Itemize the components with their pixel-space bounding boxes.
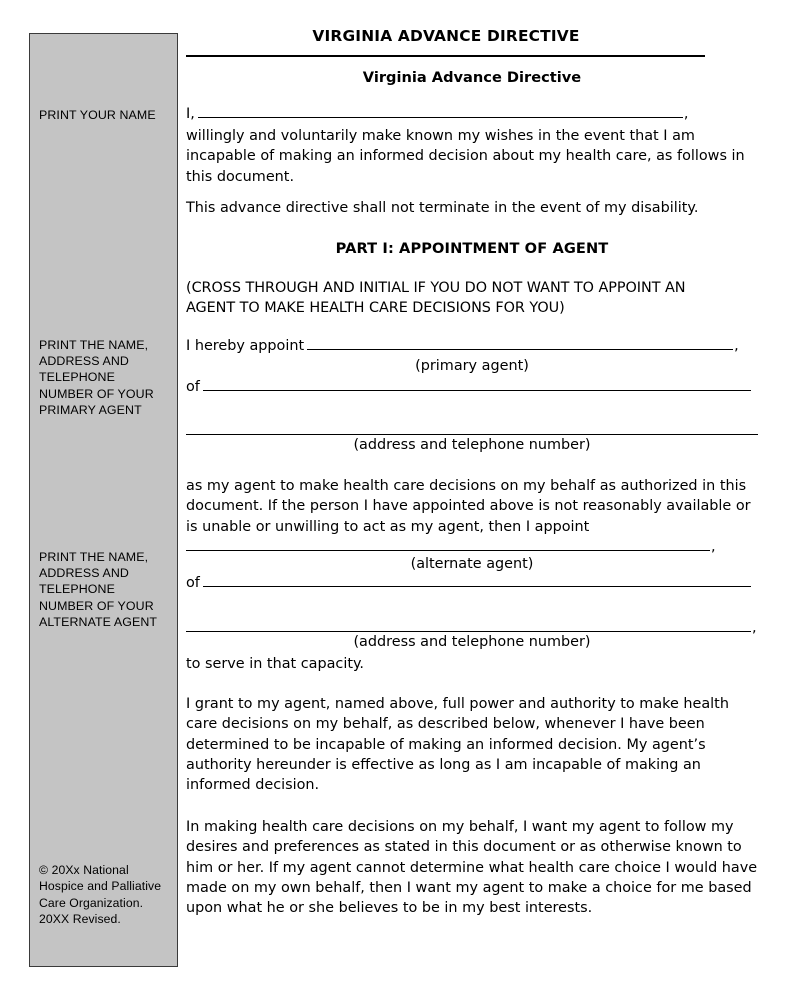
in-making-decisions-paragraph: In making health care decisions on my behalf, I want my agent to follow my desires and preferences as stated in this document or as otherwise known to him or her. If my agent cannot determine what health care choice I would have made on my own behalf, then I want my agent to make a choice for me based upon what he or she believes to be in my best interests. xyxy=(186,819,758,917)
grant-authority-paragraph: I grant to my agent, named above, full power and authority to make health care decisions on my behalf, as described below, whenever I have been determined to be incapable of making an informed decision. My agent’s authority hereunder is effective as long as I am incapable of making an informed decision. xyxy=(186,696,729,794)
page-title: VIRGINIA ADVANCE DIRECTIVE xyxy=(312,27,580,45)
alternate-address-input-line-2[interactable] xyxy=(186,618,751,632)
of-label-primary: of xyxy=(186,379,200,395)
name-fill-input-line[interactable] xyxy=(198,104,683,118)
of-label-alternate: of xyxy=(186,575,200,591)
primary-address-fill-row-1 xyxy=(186,377,752,399)
alternate-agent-input-line[interactable] xyxy=(186,537,710,551)
cross-through-instruction: (CROSS THROUGH AND INITIAL IF YOU DO NOT WANT TO APPOINT AN AGENT TO MAKE HEALTH CARE DECISIONS FOR YOU) xyxy=(186,280,686,317)
primary-address-input-line-1[interactable] xyxy=(203,377,751,391)
primary-agent-input-line[interactable] xyxy=(307,336,733,350)
as-my-agent-paragraph: as my agent to make health care decisions on my behalf as authorized in this document. If the person I have appointed above is not reasonably available or is unable or unwilling to act as my agent, then I appoint xyxy=(186,478,751,535)
name-fill-row xyxy=(186,104,688,126)
primary-agent-comma: , xyxy=(734,338,739,354)
primary-address-caption: (address and telephone number) xyxy=(353,437,591,453)
sidebar-note-primary-agent-info: PRINT THE NAME, ADDRESS AND TELEPHONE NUMBER OF YOUR PRIMARY AGENT xyxy=(39,338,154,417)
alternate-address-comma: , xyxy=(752,620,757,636)
sidebar-note-print-your-name: PRINT YOUR NAME xyxy=(39,108,156,122)
primary-agent-caption: (primary agent) xyxy=(415,358,529,374)
alternate-address-fill-row-1 xyxy=(186,573,752,595)
sidebar-copyright-notice: © 20Xx National Hospice and Palliative Care Organization. 20XX Revised. xyxy=(39,863,162,927)
hereby-appoint-label: I hereby appoint xyxy=(186,338,305,354)
primary-address-input-line-2[interactable] xyxy=(186,421,758,435)
instruction-sidebar xyxy=(29,33,178,967)
not-terminate-paragraph: This advance directive shall not terminate in the event of my disability. xyxy=(186,200,699,216)
name-fill-comma: , xyxy=(683,106,689,122)
document-body xyxy=(186,0,758,996)
sidebar-note-alternate-agent-info: PRINT THE NAME, ADDRESS AND TELEPHONE NUMBER OF YOUR ALTERNATE AGENT xyxy=(39,550,158,629)
serve-capacity-text: to serve in that capacity. xyxy=(186,656,364,672)
name-fill-label: I, xyxy=(186,106,195,122)
intro-paragraph: willingly and voluntarily make known my wishes in the event that I am incapable of making an informed decision about my health care, as follows in this document. xyxy=(186,128,745,185)
document-subtitle: Virginia Advance Directive xyxy=(362,69,582,86)
primary-agent-fill-row xyxy=(186,336,739,358)
title-divider-rule xyxy=(186,55,705,57)
alternate-agent-caption: (alternate agent) xyxy=(410,556,534,572)
alternate-address-caption: (address and telephone number) xyxy=(353,634,591,650)
alternate-address-input-line-1[interactable] xyxy=(203,573,751,587)
alternate-agent-comma: , xyxy=(711,539,716,555)
part-one-heading: PART I: APPOINTMENT OF AGENT xyxy=(335,240,609,257)
